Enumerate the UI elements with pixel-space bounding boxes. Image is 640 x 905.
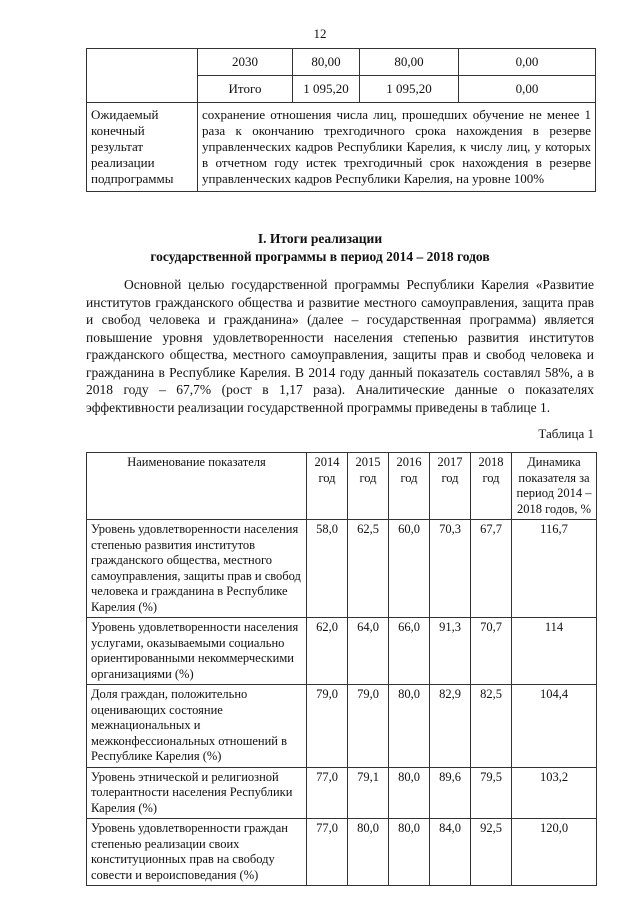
value-2016: 80,0 <box>389 819 430 886</box>
value-2018: 92,5 <box>471 819 512 886</box>
header-2018: 2018 год <box>471 453 512 520</box>
amount-cell: 0,00 <box>459 76 596 103</box>
result-label-cell: Ожидаемый конечный результат реализации подпрограммы <box>87 103 198 192</box>
indicator-name: Уровень удовлетворенности населения степенью развития институтов гражданского общества, местного самоуправления, защиты прав и свобод человека и гражданина в Республике Карелия (%) <box>87 520 307 618</box>
value-2015: 79,1 <box>348 767 389 819</box>
value-2017: 70,3 <box>430 520 471 618</box>
value-2015: 64,0 <box>348 618 389 685</box>
value-2014: 79,0 <box>307 685 348 768</box>
value-2016: 60,0 <box>389 520 430 618</box>
value-2015: 62,5 <box>348 520 389 618</box>
table-header-row <box>87 453 597 520</box>
value-2014: 77,0 <box>307 819 348 886</box>
header-name: Наименование показателя <box>87 453 307 520</box>
header-2015: 2015 год <box>348 453 389 520</box>
table-row <box>87 49 596 76</box>
amount-cell: 0,00 <box>459 49 596 76</box>
header-2014: 2014 год <box>307 453 348 520</box>
amount-cell: 1 095,20 <box>360 76 459 103</box>
value-dynamics: 104,4 <box>512 685 597 768</box>
table-row <box>87 618 597 685</box>
indicator-name: Уровень этнической и религиозной толерантности населения Республики Карелия (%) <box>87 767 307 819</box>
page-number: 12 <box>313 26 327 41</box>
amount-cell: 1 095,20 <box>293 76 360 103</box>
value-2017: 91,3 <box>430 618 471 685</box>
value-2018: 79,5 <box>471 767 512 819</box>
section-subtitle: государственной программы в период 2014 – 2018 годов <box>150 249 490 264</box>
value-2014: 58,0 <box>307 520 348 618</box>
header-dynamics: Динамика показателя за период 2014 – 2018 годов, % <box>512 453 597 520</box>
table-row <box>87 767 597 819</box>
table-row <box>87 685 597 768</box>
value-2018: 67,7 <box>471 520 512 618</box>
blank-cell <box>87 49 198 103</box>
total-label-cell: Итого <box>198 76 293 103</box>
value-2017: 89,6 <box>430 767 471 819</box>
value-2016: 80,0 <box>389 685 430 768</box>
header-2017: 2017 год <box>430 453 471 520</box>
section-title: I. Итоги реализации <box>257 231 383 246</box>
table-row <box>87 103 596 192</box>
indicator-name: Доля граждан, положительно оценивающих состояние межнациональных и межконфессиональных отношений в Республике Карелия (%) <box>87 685 307 768</box>
amount-cell: 80,00 <box>360 49 459 76</box>
value-2015: 80,0 <box>348 819 389 886</box>
table-caption: Таблица 1 <box>538 426 594 441</box>
value-2017: 84,0 <box>430 819 471 886</box>
indicator-name: Уровень удовлетворенности граждан степенью реализации своих конституционных прав на свободу совести и вероисповедания (%) <box>87 819 307 886</box>
table-row <box>87 819 597 886</box>
body-paragraph: Основной целью государственной программы Республики Карелия «Развитие институтов гражданского общества и развитие местного самоуправления, защита прав и свобод человека и гражданина» (далее – государственная программа) является повышение уровня удовлетворенности населения степенью развития институтов гражданского общества, местного самоуправления, защиты прав и свобод человека и гражданина в Республике Карелия. В 2014 году данный показатель составлял 58%, а в 2018 году – 67,7% (рост в 1,17 раза). Аналитические данные о показателях эффективности реализации государственной программы приведены в таблице 1. <box>86 277 594 415</box>
value-2016: 80,0 <box>389 767 430 819</box>
value-dynamics: 116,7 <box>512 520 597 618</box>
value-2017: 82,9 <box>430 685 471 768</box>
value-dynamics: 120,0 <box>512 819 597 886</box>
funding-table <box>86 48 596 192</box>
value-2014: 77,0 <box>307 767 348 819</box>
amount-cell: 80,00 <box>293 49 360 76</box>
header-2016: 2016 год <box>389 453 430 520</box>
value-dynamics: 103,2 <box>512 767 597 819</box>
value-2016: 66,0 <box>389 618 430 685</box>
value-dynamics: 114 <box>512 618 597 685</box>
value-2015: 79,0 <box>348 685 389 768</box>
indicator-name: Уровень удовлетворенности населения услугами, оказываемыми социально ориентированными некоммерческими организациями (%) <box>87 618 307 685</box>
table-row <box>87 520 597 618</box>
value-2014: 62,0 <box>307 618 348 685</box>
indicators-table <box>86 452 597 886</box>
year-cell: 2030 <box>198 49 293 76</box>
value-2018: 82,5 <box>471 685 512 768</box>
result-text-cell: сохранение отношения числа лиц, прошедших обучение не менее 1 раза к окончанию трехгодичного срока нахождения в резерве управленческих кадров Республики Карелия, к числу лиц, у которых в отчетном году истек трехгодичный срок нахождения в резерве управленческих кадров Республики Карелия, на уровне 100% <box>198 103 596 192</box>
value-2018: 70,7 <box>471 618 512 685</box>
